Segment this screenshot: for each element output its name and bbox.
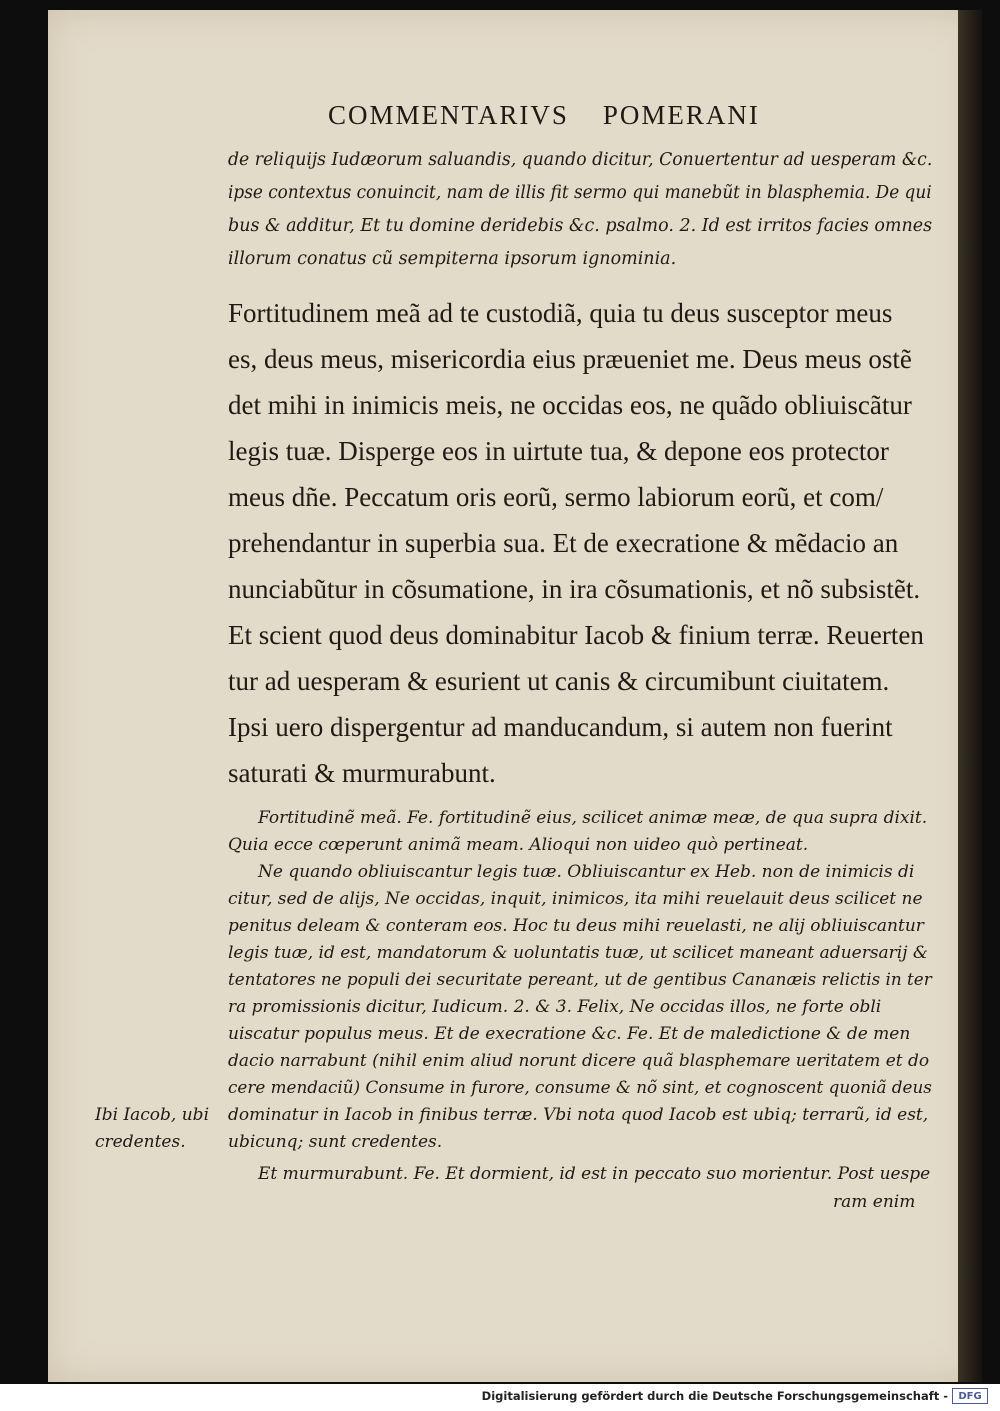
commentary-line: Fortitudinẽ meã. Fe. fortitudinẽ eius, scilicet animæ meæ, de qua supra dixit. [258, 808, 928, 828]
intro-line: bus & additur, Et tu domine deridebis &c. psalmo. 2. Id est irritos facies omnes [228, 216, 933, 236]
commentary-line: legis tuæ, id est, mandatorum & uoluntatis tuæ, ut scilicet maneant aduersarij & [228, 943, 929, 963]
psalm-line: Et scient quod deus dominabitur Iacob & finium terræ. Reuerten [228, 620, 924, 650]
commentary-line: penitus deleam & conteram eos. Hoc tu deus mihi reuelasti, ne alij obliuiscantur [228, 916, 924, 936]
header-word: COMMENTARIVS [328, 100, 569, 130]
psalm-line: legis tuæ. Disperge eos in uirtute tua, & depone eos protector [228, 436, 889, 466]
psalm-line: det mihi in inimicis meis, ne occidas eos, ne quãdo obliuiscãtur [228, 390, 912, 420]
commentary-line: ra promissionis dicitur, Iudicum. 2. & 3. Felix, Ne occidas illos, ne forte obli [228, 997, 882, 1017]
commentary-line: Et murmurabunt. Fe. Et dormient, id est in peccato suo morientur. Post uespe [258, 1164, 931, 1184]
psalm-line: Fortitudinem meã ad te custodiã, quia tu deus susceptor meus [228, 298, 893, 328]
psalm-line: Ipsi uero dispergentur ad manducandum, si autem non fuerint [228, 712, 893, 742]
margin-note: Ibi Iacob, ubi [95, 1105, 210, 1125]
commentary-line: dacio narrabunt (nihil enim aliud norunt dicere quã blasphemare ueritatem et do [228, 1051, 930, 1071]
commentary-line: Quia ecce cœperunt animã meam. Alioqui non uideo quò pertineat. [228, 835, 809, 855]
commentary-line: uiscatur populus meus. Et de execratione &c. Fe. Et de maledictione & de men [228, 1024, 911, 1044]
psalm-line: saturati & murmurabunt. [228, 758, 496, 788]
psalm-line: nunciabũtur in cõsumatione, in ira cõsumationis, et nõ subsistẽt. [228, 574, 921, 604]
footer-bar [0, 1384, 1000, 1411]
intro-line: de reliquijs Iudæorum saluandis, quando dicitur, Conuertentur ad uesperam &c. [228, 150, 933, 170]
psalm-line: es, deus meus, misericordia eius præueniet me. Deus meus ostẽ [228, 344, 912, 374]
funding-credit: Digitalisierung gefördert durch die Deutsche Forschungsgemeinschaft - [481, 1389, 948, 1403]
psalm-line: prehendantur in superbia sua. Et de execratione & mẽdacio an [228, 528, 899, 558]
header-word: POMERANI [602, 100, 760, 130]
commentary-line: ubicunq; sunt credentes. [228, 1132, 443, 1152]
commentary-line: Ne quando obliuiscantur legis tuæ. Obliuiscantur ex Heb. non de inimicis di [258, 862, 915, 882]
psalm-line: tur ad uesperam & esurient ut canis & circumibunt ciuitatem. [228, 666, 890, 696]
psalm-line: meus dñe. Peccatum oris eorũ, sermo labiorum eorũ, et com/ [228, 482, 884, 512]
commentary-line: dominatur in Iacob in finibus terræ. Vbi nota quod Iacob est ubiq; terrarũ, id est, [228, 1105, 929, 1125]
intro-line: illorum conatus cũ sempiterna ipsorum ignominia. [228, 249, 677, 269]
commentary-line: ram enim [833, 1192, 916, 1212]
margin-note: credentes. [95, 1132, 186, 1152]
intro-line: ipse contextus conuincit, nam de illis fit sermo qui manebũt in blasphemia. De qui [228, 183, 932, 203]
commentary-line: tentatores ne populi dei securitate pereant, ut de gentibus Cananæis relictis in ter [228, 970, 932, 990]
book-spine [958, 10, 982, 1382]
running-header [328, 100, 828, 131]
dfg-logo: DFG [952, 1388, 988, 1404]
commentary-line: cere mendaciũ) Consume in furore, consume & nõ sint, et cognoscent quoniã deus [228, 1078, 932, 1098]
commentary-line: citur, sed de alijs, Ne occidas, inquit, inimicos, ita mihi reuelauit deus scilicet ne [228, 889, 923, 909]
